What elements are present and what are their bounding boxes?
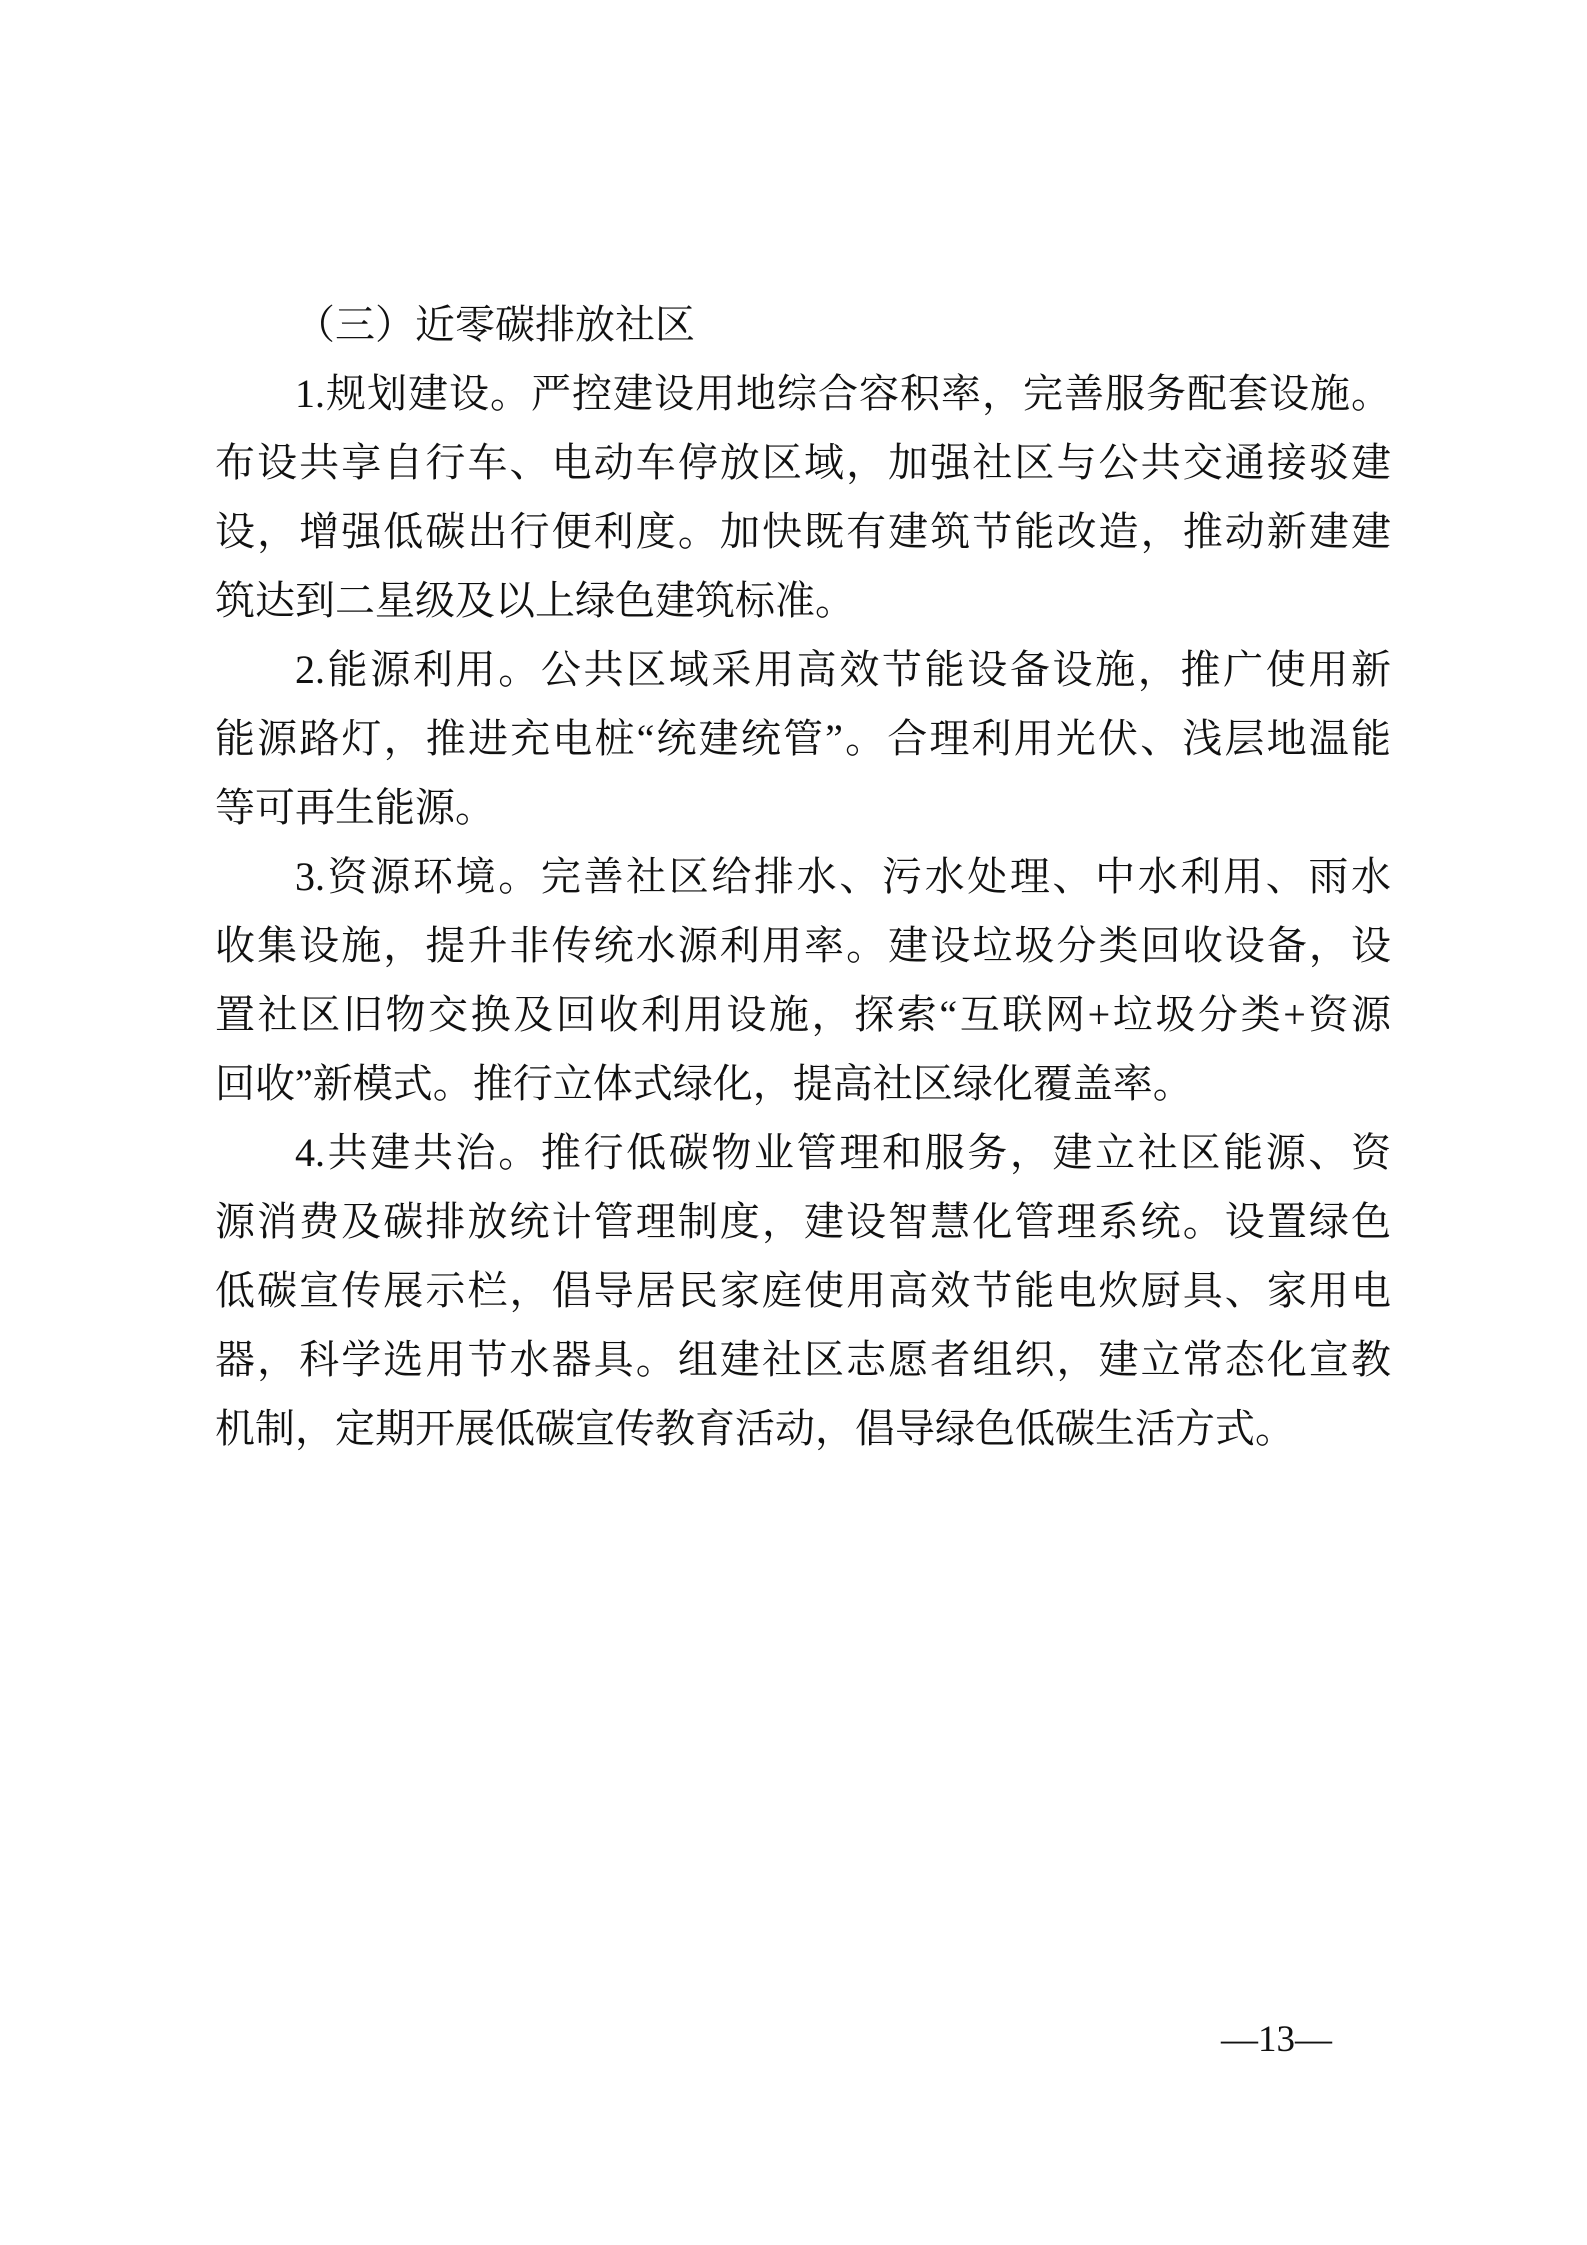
text-line: 回收”新模式。推行立体式绿化，提高社区绿化覆盖率。: [215, 1061, 1193, 1106]
paragraph-energy: [215, 635, 1391, 842]
paragraph-resources: [215, 842, 1391, 1118]
text-line: 收集设施，提升非传统水源利用率。建设垃圾分类回收设备，设: [215, 923, 1391, 968]
text-line: 等可再生能源。: [215, 785, 495, 830]
text-line: 筑达到二星级及以上绿色建筑标准。: [215, 578, 855, 623]
text-line: 1.规划建设。严控建设用地综合容积率，完善服务配套设施。: [295, 371, 1391, 416]
text-line: 3.资源环境。完善社区给排水、污水处理、中水利用、雨水: [295, 854, 1391, 899]
document-body: [215, 290, 1391, 1463]
section-heading: （三）近零碳排放社区: [295, 302, 695, 347]
text-line: 机制，定期开展低碳宣传教育活动，倡导绿色低碳生活方式。: [215, 1406, 1295, 1451]
paragraph-planning: [215, 359, 1391, 635]
text-line: 源消费及碳排放统计管理制度，建设智慧化管理系统。设置绿色: [215, 1199, 1391, 1244]
text-line: 能源路灯，推进充电桩“统建统管”。合理利用光伏、浅层地温能: [215, 716, 1391, 761]
text-line: 2.能源利用。公共区域采用高效节能设备设施，推广使用新: [295, 647, 1391, 692]
page-number: —13—: [1221, 2019, 1332, 2060]
text-line: 置社区旧物交换及回收利用设施，探索“互联网+垃圾分类+资源: [215, 992, 1391, 1037]
text-line: 4.共建共治。推行低碳物业管理和服务，建立社区能源、资: [295, 1130, 1391, 1175]
text-line: 器，科学选用节水器具。组建社区志愿者组织，建立常态化宣教: [215, 1337, 1391, 1382]
text-line: 布设共享自行车、电动车停放区域，加强社区与公共交通接驳建: [215, 440, 1391, 485]
paragraph-governance: [215, 1118, 1391, 1463]
text-line: 低碳宣传展示栏，倡导居民家庭使用高效节能电炊厨具、家用电: [215, 1268, 1391, 1313]
text-line: 设，增强低碳出行便利度。加快既有建筑节能改造，推动新建建: [215, 509, 1391, 554]
